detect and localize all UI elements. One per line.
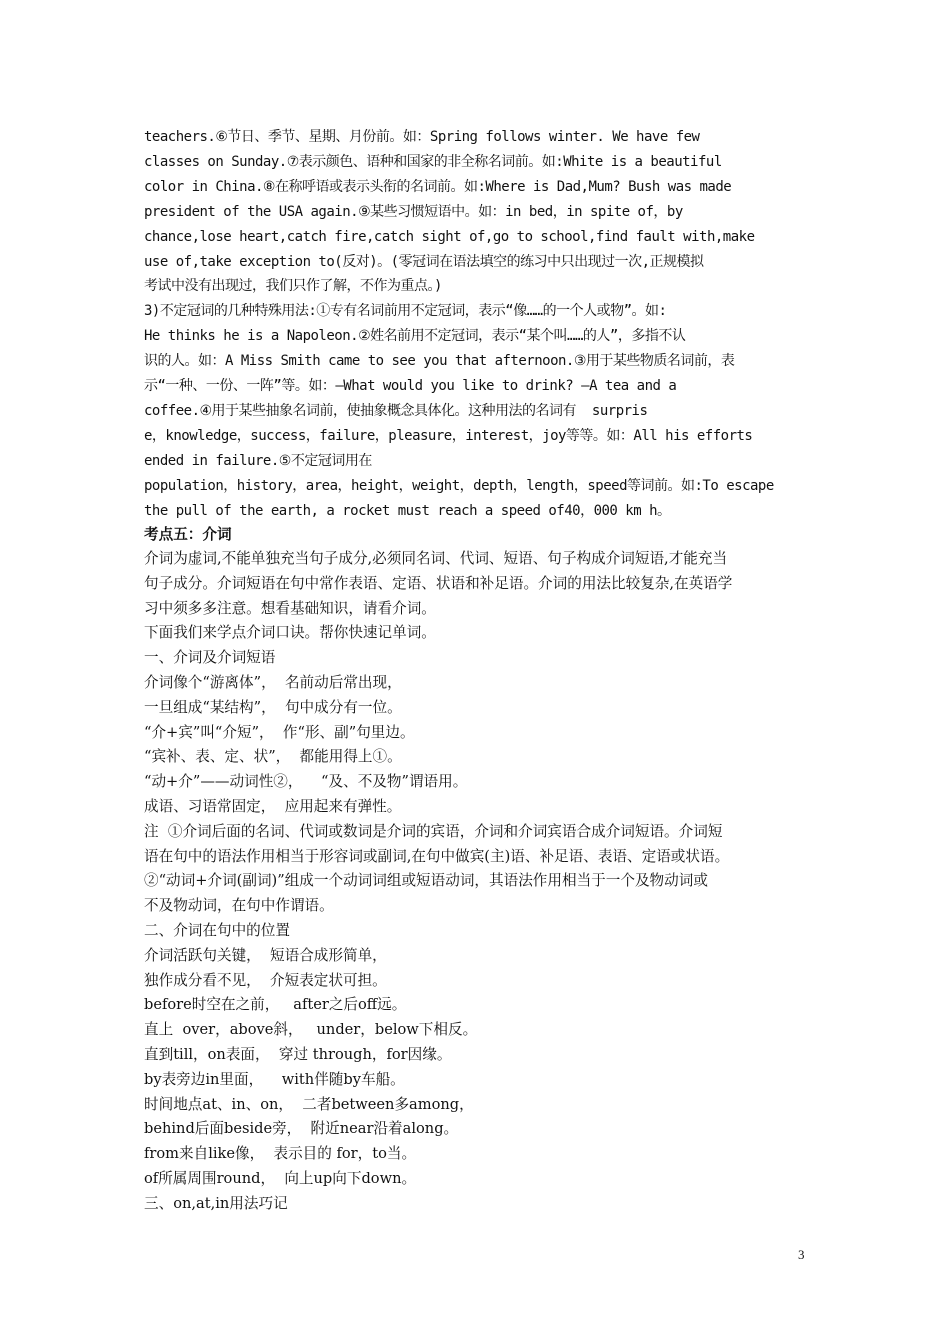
text-line: 3)不定冠词的几种特殊用法:①专有名词前用不定冠词，表示“像……的一个人或物”。如:	[144, 303, 667, 320]
text-line: 句子成分。介词短语在句中常作表语、定语、状语和补足语。介词的用法比较复杂,在英语学	[144, 574, 733, 592]
verse-line: before时空在之前， after之后off远。	[144, 996, 407, 1014]
text-line: use of,take exception to(反对)。(零冠词在语法填空的练习中只出现过一次,正规模拟	[144, 253, 704, 270]
text-line: He thinks he is a Napoleon.②姓名前用不定冠词，表示“某个叫……的人”，多指不认	[144, 328, 686, 345]
verse-line: 独作成分看不见， 介短表定状可担。	[144, 971, 387, 989]
text-line: 介词为虚词,不能单独充当句子成分,必须同名词、代词、短语、句子构成介词短语,才能充当	[144, 550, 728, 567]
text-line: the pull of the earth, a rocket must reach a speed of40，000 km h。	[144, 502, 671, 519]
verse-line: “介+宾”叫“介短”， 作“形、副”句里边。	[144, 723, 415, 741]
verse-line: behind后面beside旁， 附近near沿着along。	[144, 1120, 459, 1138]
verse-line: “宾补、表、定、状”， 都能用得上①。	[144, 748, 402, 766]
verse-line: 一旦组成“某结构”， 句中成分有一位。	[144, 698, 402, 716]
preposition-section	[144, 547, 814, 1217]
text-line: president of the USA again.⑨某些习惯短语中。如：in bed，in spite of，by	[144, 203, 683, 220]
verse-line: from来自like像， 表示目的 for，to当。	[144, 1145, 417, 1163]
verse-line: 成语、习语常固定， 应用起来有弹性。	[144, 797, 402, 815]
note-line: 注 ①介词后面的名词、代词或数词是介词的宾语，介词和介词宾语合成介词短语。介词短	[144, 822, 723, 840]
note-line: 不及物动词，在句中作谓语。	[144, 897, 334, 915]
text-line: 识的人。如：A Miss Smith came to see you that afternoon.③用于某些物质名词前，表	[144, 353, 735, 370]
text-line: ended in failure.⑤不定冠词用在	[144, 452, 372, 469]
text-line: 习中须多多注意。想看基础知识，请看介词。	[144, 599, 436, 617]
section-heading: 考点五：介词	[144, 526, 232, 543]
verse-line: by表旁边in里面， with伴随by车船。	[144, 1070, 405, 1088]
text-line: teachers.⑥节日、季节、星期、月份前。如：Spring follows winter. We have few	[144, 129, 700, 145]
subheading-line: 一、介词及介词短语	[144, 649, 276, 667]
verse-line: 直到till，on表面， 穿过 through，for因缘。	[144, 1045, 452, 1063]
text-line: e，knowledge，success，failure，pleasure，interest，joy等等。如：All his efforts	[144, 427, 753, 444]
text-line: population，history，area，height，weight，depth，length，speed等词前。如:To escape	[144, 477, 774, 494]
verse-line: “动+介”——动词性②， “及、不及物”谓语用。	[144, 773, 468, 791]
text-line: coffee.④用于某些抽象名词前，使抽象概念具体化。这种用法的名词有 surpris	[144, 402, 648, 419]
subheading-line: 二、介词在句中的位置	[144, 921, 290, 939]
text-line: chance,lose heart,catch fire,catch sight of,go to school,find fault with,make	[144, 228, 755, 245]
subheading-line: 三、on,at,in用法巧记	[144, 1194, 288, 1212]
verse-line: 直上 over，above斜， under，below下相反。	[144, 1021, 478, 1039]
note-line: ②“动词+介词(副词)”组成一个动词词组或短语动词，其语法作用相当于一个及物动词或	[144, 872, 708, 890]
text-line: color in China.⑧在称呼语或表示头衔的名词前。如:Where is Dad,Mum? Bush was made	[144, 178, 732, 195]
text-line: 下面我们来学点介词口诀。帮你快速记单词。	[144, 624, 436, 642]
article-usage-paragraph	[144, 125, 814, 524]
page-number: 3	[798, 1247, 805, 1262]
text-line: 示“一种、一份、一阵”等。如：—What would you like to drink? —A tea and a	[144, 378, 677, 395]
text-line: 考试中没有出现过，我们只作了解，不作为重点。)	[144, 278, 442, 295]
verse-line: 介词像个“游离体”， 名前动后常出现，	[144, 673, 402, 691]
note-line: 语在句中的语法作用相当于形容词或副词,在句中做宾(主)语、补足语、表语、定语或状语。	[144, 847, 730, 865]
verse-line: 时间地点at、in、on， 二者between多among，	[144, 1095, 474, 1113]
verse-line: of所属周围round， 向上up向下down。	[144, 1169, 417, 1187]
text-line: classes on Sunday.⑦表示颜色、语种和国家的非全称名词前。如:White is a beautiful	[144, 153, 722, 170]
verse-line: 介词活跃句关键， 短语合成形简单，	[144, 946, 387, 964]
